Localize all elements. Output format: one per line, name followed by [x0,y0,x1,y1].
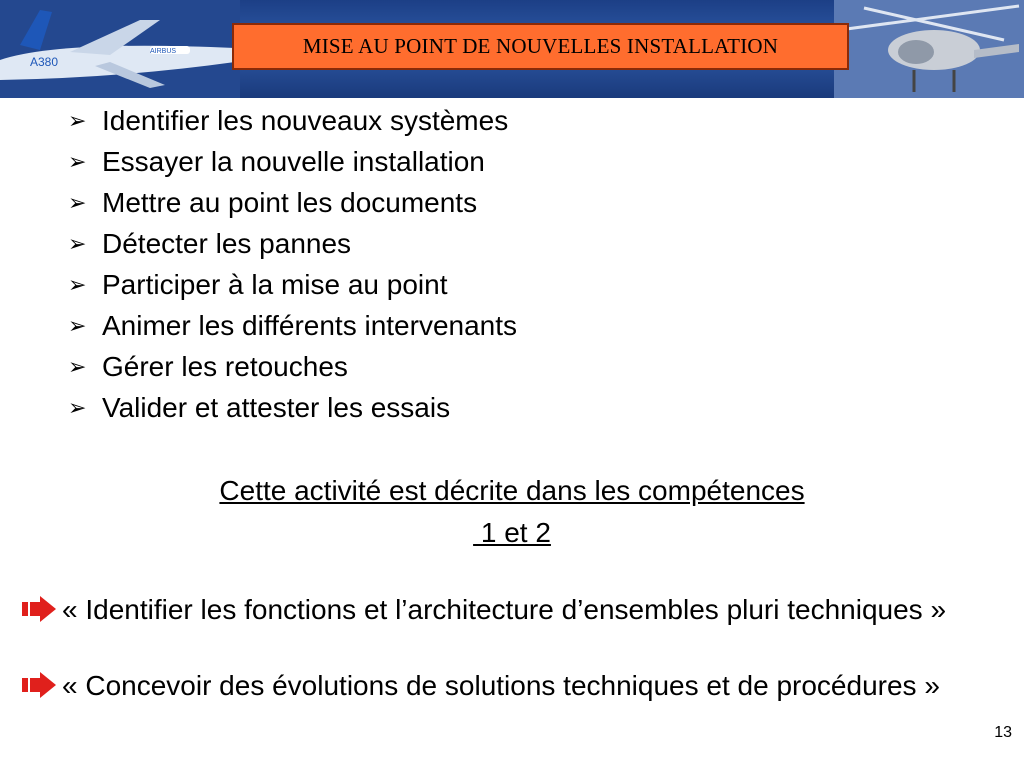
bullet-text: Identifier les nouveaux systèmes [102,105,509,136]
bullet-arrow-icon: ➢ [68,395,87,420]
bullet-arrow-icon: ➢ [68,354,87,379]
bullet-arrow-icon: ➢ [68,190,87,215]
list-item [68,182,517,223]
list-item [68,264,517,305]
airplane-image [0,0,240,98]
slide-title-box [232,23,849,70]
list-item [68,223,517,264]
competence-note-line1: Cette activité est décrite dans les compétences [219,475,805,506]
bullet-text: Détecter les pannes [102,228,352,259]
competence-note-line2: 1 et 2 [473,517,551,548]
bullet-text: Valider et attester les essais [102,392,451,423]
bullet-text: Animer les différents intervenants [102,310,518,341]
header-banner [0,0,1024,98]
bullet-text: Gérer les retouches [102,351,348,382]
competence-note-2 [0,514,1024,552]
page-number: 13 [994,724,1012,741]
plane-label: A380 [30,55,59,69]
bullet-arrow-icon: ➢ [68,313,87,338]
reference-text: « Identifier les fonctions et l’architecture d’ensembles pluri techniques » [62,594,947,625]
bullet-text: Essayer la nouvelle installation [102,146,485,177]
red-arrow-icon [22,670,58,700]
list-item [68,141,517,182]
slide-title: MISE AU POINT DE NOUVELLES INSTALLATION [302,34,779,58]
list-item [68,346,517,387]
reference-text: « Concevoir des évolutions de solutions techniques et de procédures » [62,670,940,701]
bullet-arrow-icon: ➢ [68,272,87,297]
bullet-list [68,100,517,428]
bullet-arrow-icon: ➢ [68,149,87,174]
bullet-arrow-icon: ➢ [68,108,87,133]
red-arrow-icon [22,594,58,624]
bullet-text: Participer à la mise au point [102,269,448,300]
bullet-arrow-icon: ➢ [68,231,87,256]
list-item [68,387,517,428]
competence-note [0,472,1024,510]
list-item [68,100,517,141]
plane-brand: AIRBUS [150,48,177,55]
list-item [68,305,517,346]
helicopter-image [834,0,1024,98]
bullet-text: Mettre au point les documents [102,187,478,218]
